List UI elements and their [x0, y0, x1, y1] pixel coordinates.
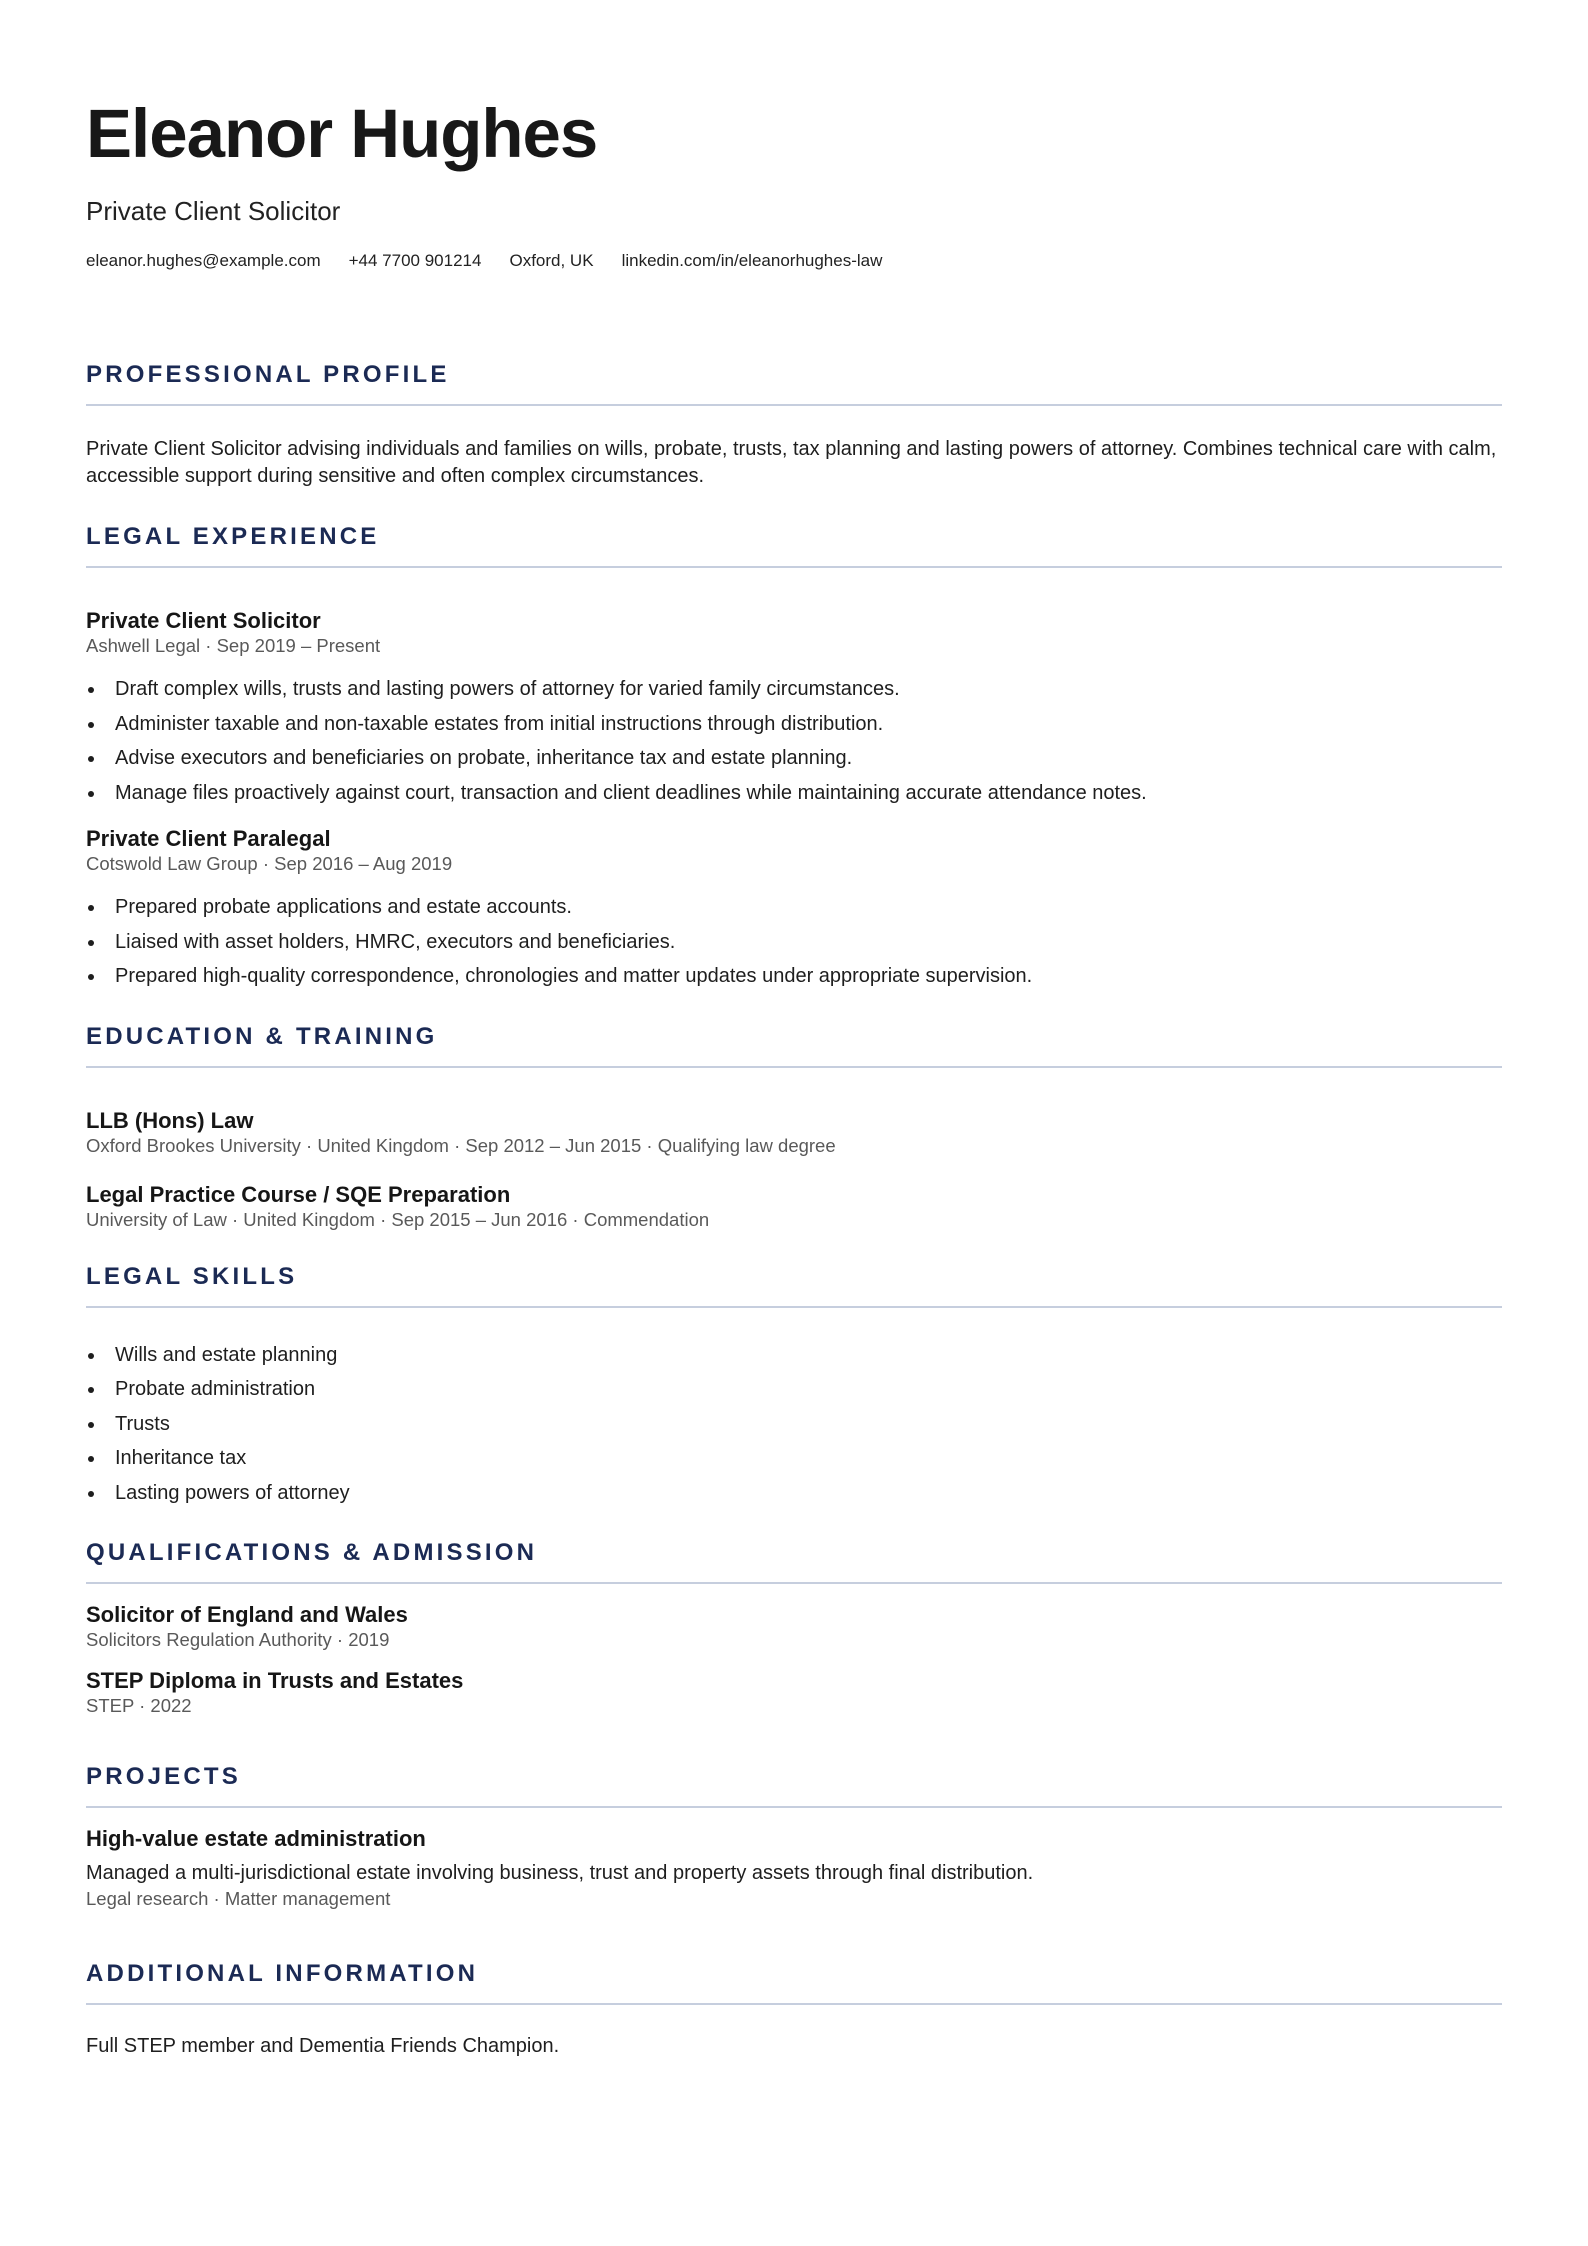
skill-item: Lasting powers of attorney	[86, 1476, 1502, 1511]
project-name: High-value estate administration	[86, 1826, 426, 1851]
section-additional	[86, 1959, 1502, 2060]
section-title-profile: PROFESSIONAL PROFILE	[86, 361, 450, 388]
section-title-education: EDUCATION & TRAINING	[86, 1022, 438, 1050]
skill-item: Probate administration	[86, 1372, 1502, 1407]
section-skills	[86, 1262, 1502, 1511]
section-title-experience: LEGAL EXPERIENCE	[86, 523, 380, 550]
candidate-headline: Private Client Solicitor	[86, 196, 341, 226]
section-title-skills: LEGAL SKILLS	[86, 1262, 298, 1290]
project-description: Managed a multi-jurisdictional estate involving business, trust and property assets through final distribution.	[86, 1862, 1034, 1884]
skill-item: Inheritance tax	[86, 1441, 1502, 1476]
qualification-meta: Solicitors Regulation Authority · 2019	[86, 1629, 390, 1650]
qualification-name: STEP Diploma in Trusts and Estates	[86, 1668, 464, 1693]
qualification-name: Solicitor of England and Wales	[86, 1602, 408, 1627]
skills-list	[86, 1338, 1502, 1511]
additional-text: Full STEP member and Dementia Friends Champion.	[86, 2035, 560, 2057]
education-meta: Oxford Brookes University · United Kingdom · Sep 2012 – Jun 2015 · Qualifying law degree	[86, 1134, 836, 1156]
section-title-qualifications: QUALIFICATIONS & ADMISSION	[86, 1539, 538, 1566]
skill-item: Trusts	[86, 1407, 1502, 1442]
section-divider	[86, 1806, 1502, 1808]
job-meta: Cotswold Law Group · Sep 2016 – Aug 2019	[86, 853, 453, 874]
section-qualifications	[86, 1538, 1502, 1718]
job-entry	[86, 608, 1502, 810]
job-bullet: Draft complex wills, trusts and lasting powers of attorney for varied family circumstances.	[86, 672, 1502, 707]
contact-line	[86, 250, 1502, 272]
education-degree: LLB (Hons) Law	[86, 1107, 254, 1133]
job-title: Private Client Solicitor	[86, 608, 321, 633]
job-bullet: Manage files proactively against court, transaction and client deadlines while maintaining accurate attendance notes.	[86, 776, 1502, 811]
education-degree: Legal Practice Course / SQE Preparation	[86, 1181, 511, 1207]
section-divider	[86, 1306, 1502, 1308]
candidate-name: Eleanor Hughes	[86, 95, 598, 172]
contact-phone[interactable]: +44 7700 901214	[348, 251, 482, 270]
qualification-meta: STEP · 2022	[86, 1695, 192, 1716]
section-projects	[86, 1762, 1502, 1911]
qualification-entry	[86, 1668, 1502, 1718]
profile-summary: Private Client Solicitor advising individuals and families on wills, probate, trusts, tax planning and lasting powers of attorney. Combines technical care with calm, accessible support during sensitive and often complex circumstances.	[86, 438, 1497, 487]
section-divider	[86, 404, 1502, 406]
contact-linkedin[interactable]: linkedin.com/in/eleanorhughes-law	[621, 251, 883, 270]
project-tags: Legal research · Matter management	[86, 1888, 391, 1909]
job-bullets	[86, 890, 1502, 994]
section-profile	[86, 360, 1502, 490]
job-bullet: Advise executors and beneficiaries on probate, inheritance tax and estate planning.	[86, 741, 1502, 776]
education-meta: University of Law · United Kingdom · Sep 2015 – Jun 2016 · Commendation	[86, 1208, 710, 1230]
section-divider	[86, 1582, 1502, 1584]
job-meta: Ashwell Legal · Sep 2019 – Present	[86, 635, 381, 656]
section-divider	[86, 1066, 1502, 1068]
skill-item: Wills and estate planning	[86, 1338, 1502, 1373]
project-entry	[86, 1826, 1502, 1911]
contact-location: Oxford, UK	[509, 251, 594, 270]
education-entry	[86, 1108, 1502, 1158]
resume-header	[86, 92, 1502, 272]
contact-email[interactable]: eleanor.hughes@example.com	[86, 251, 321, 270]
qualification-entry	[86, 1602, 1502, 1652]
job-title: Private Client Paralegal	[86, 826, 331, 851]
section-title-projects: PROJECTS	[86, 1763, 241, 1790]
section-education	[86, 1022, 1502, 1232]
job-bullets	[86, 672, 1502, 810]
job-entry	[86, 826, 1502, 994]
section-divider	[86, 2003, 1502, 2005]
section-title-additional: ADDITIONAL INFORMATION	[86, 1960, 479, 1987]
job-bullet: Prepared high-quality correspondence, chronologies and matter updates under appropriate supervision.	[86, 959, 1502, 994]
job-bullet: Administer taxable and non-taxable estates from initial instructions through distribution.	[86, 707, 1502, 742]
section-experience	[86, 522, 1502, 994]
education-entry	[86, 1182, 1502, 1232]
job-bullet: Liaised with asset holders, HMRC, executors and beneficiaries.	[86, 925, 1502, 960]
section-divider	[86, 566, 1502, 568]
job-bullet: Prepared probate applications and estate accounts.	[86, 890, 1502, 925]
